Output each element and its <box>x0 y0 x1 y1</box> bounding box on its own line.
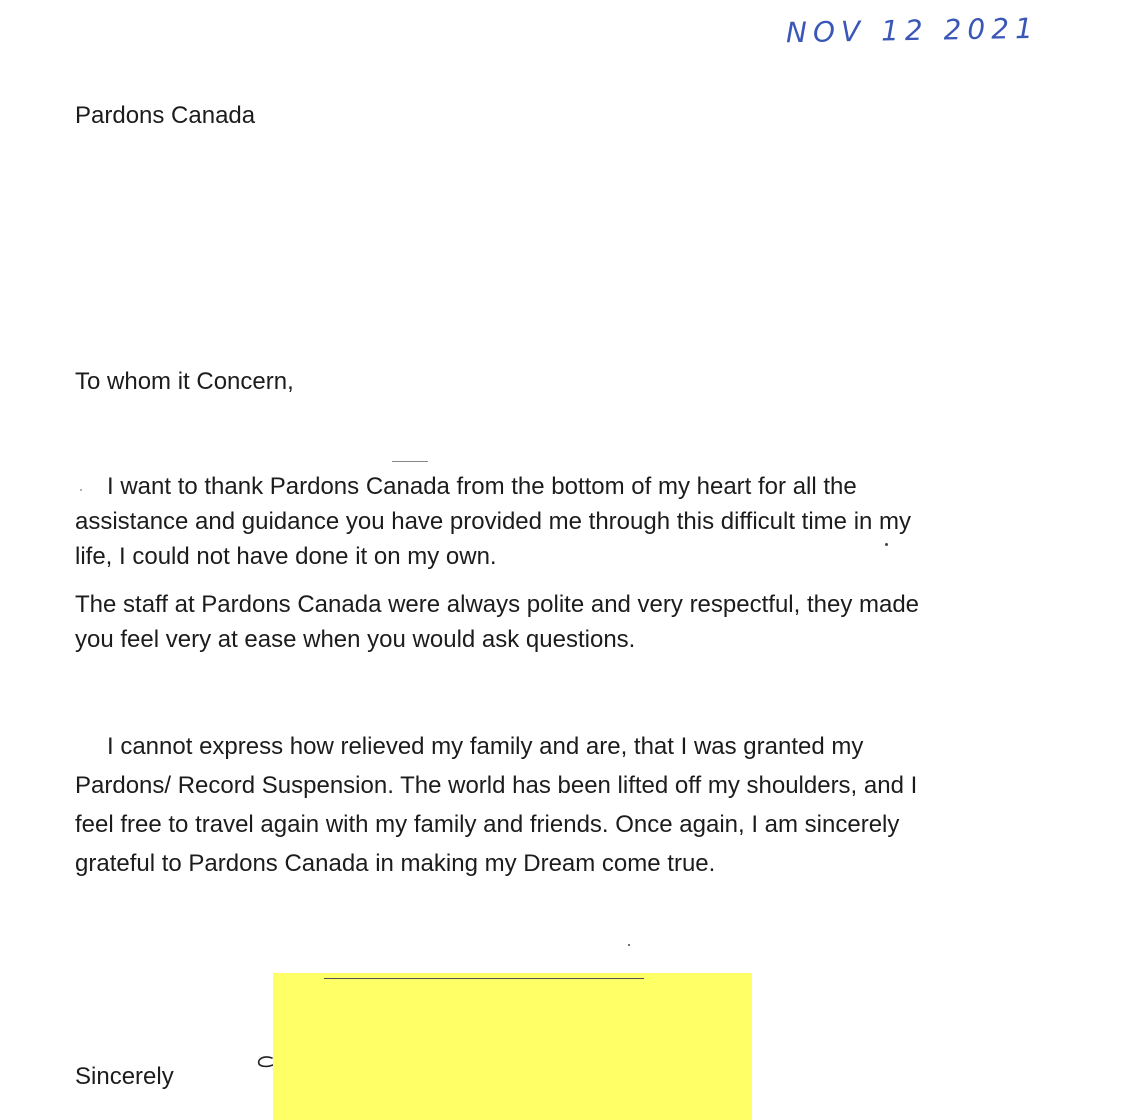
paragraph-staff <box>75 587 919 657</box>
paragraph-line: you feel very at ease when you would ask questions. <box>75 626 636 653</box>
paragraph-line: I want to thank Pardons Canada from the bottom of my heart for all the <box>107 473 857 500</box>
handwritten-date: NOV 12 2021 <box>785 11 1040 50</box>
paragraph-line: assistance and guidance you have provided me through this difficult time in my <box>75 508 912 535</box>
closing: Sincerely <box>75 1063 174 1090</box>
scan-speck <box>80 489 82 491</box>
paragraph-line: The staff at Pardons Canada were always polite and very respectful, they made <box>75 591 920 618</box>
paragraph-line: life, I could not have done it on my own. <box>75 543 497 570</box>
paragraph-line: I cannot express how relieved my family and are, that I was granted my <box>107 733 864 760</box>
salutation: To whom it Concern, <box>75 368 294 395</box>
paragraph-gratitude <box>75 469 911 574</box>
paragraph-relief <box>75 727 917 883</box>
paragraph-line: Pardons/ Record Suspension. The world has been lifted off my shoulders, and I <box>75 772 918 799</box>
scan-line <box>324 978 644 979</box>
scan-line <box>392 461 428 462</box>
scan-speck <box>885 543 888 546</box>
recipient-name: Pardons Canada <box>75 102 256 129</box>
scan-speck <box>628 944 630 946</box>
redaction-box <box>273 973 752 1120</box>
paragraph-line: grateful to Pardons Canada in making my Dream come true. <box>75 850 716 877</box>
paragraph-line: feel free to travel again with my family and friends. Once again, I am sincerely <box>75 811 900 838</box>
